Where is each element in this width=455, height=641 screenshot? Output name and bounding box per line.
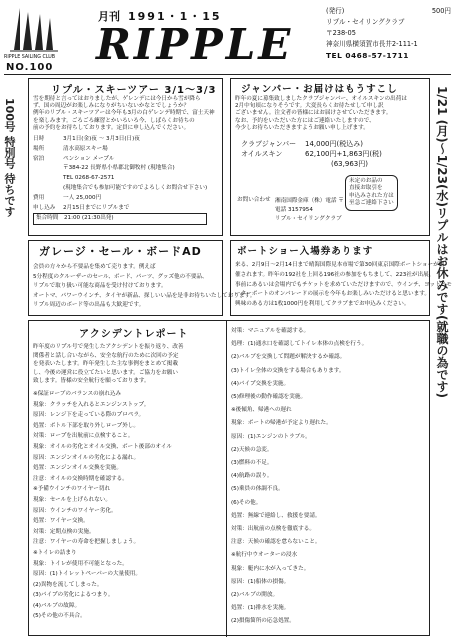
issue-number: NO.100 [6, 62, 54, 73]
jumper-contact-label: お問い合わせ [237, 197, 271, 203]
accident-incidents-left: ※保証ローブのバランスの崩れ込み 現象：クラッチを入れるとエンジンストップ。 原因：レンジ下を走っている際のプロペラ。 処置：ボトル下部を取り外しロープ外し。 対策：ロープを出航前に点検すること。 現象：オイルの劣化とオイル交換、ボート後部のオイル 原因：エンジンオイルの劣化による漏れ。 処置：エンジンオイル交換を実施。 注意：オイルの交換時期を確認する。 ※予備ウインチのワイヤー切れ 現象：セールを上げられない。 原因：ウインチのワイヤー劣化。 処置：ワイヤー交換。 対策：定期点検の実施。 注意：ワイヤーの寿命を把握しましょう。 ※トイレの詰まり 現象：トイレが使用不可能となった。 原因：(1)トイレットペーパーの大量使用。 (2)異物を流してしまった。 (3)パイプの劣化によるつまり。 (4)バルブの故障。 (5)その他の不具合。 [33, 391, 173, 620]
masthead-frequency: 月刊 [98, 10, 120, 23]
ski-tour-title: リプル・スキーツアー 3/1〜3/3 [51, 85, 217, 96]
masthead-title: RIPPLE [96, 20, 294, 69]
sailboat-logo-icon [6, 4, 60, 54]
publisher-block [326, 6, 451, 61]
address: 神奈川県横須賀市長井2-111-1 [326, 40, 418, 48]
jumper-section [230, 78, 430, 236]
jumper-note-box: 未定のお品の 直接お取引を 申込みされた方は 至急ご連絡下さい [345, 175, 398, 211]
boat-show-body: 来る、2月9日〜2月14日まで晴海国際見本市場で第30回東京国際ボートショーが開 催されます。昨年の192社を上回る196社の参加をもちまして、223社が出展、 事前にあるいは会場内でもチケットを求めていただけますので、ウインチ、ヨットとモ ーターボートのオンパレードの展示を今年もお楽しみいただけると思います。 興味のある方は1枚1000円を利用してクラブまでお申込みください。 [235, 262, 452, 308]
masthead-rule [4, 74, 451, 75]
accident-report-section [28, 320, 430, 636]
right-margin-note: 1/21 (月)〜1/23(水)リプルはお休みです(就職の為です) [435, 86, 449, 398]
boat-show-section [230, 240, 452, 316]
price: 500円 [431, 7, 451, 15]
publisher-label: (発行) [326, 7, 345, 15]
jumper-contact: 湘南国際金庫（株）電話 〒 電話 3157954 リプル・セイリングクラブ [275, 198, 344, 222]
logo-caption: RIPPLE SAILING CLUB [4, 55, 56, 60]
garage-sale-title: ガレージ・セール・ボードAD [39, 245, 202, 258]
boat-show-title: ボートショー入場券あります [237, 246, 374, 257]
jumper-title: ジャンパー・お届けはもうすこし [241, 84, 398, 95]
club-name: リプル・セイリングクラブ [326, 18, 405, 26]
club-logo [6, 4, 60, 58]
ski-tour-section [28, 78, 223, 236]
jumper-body: 昨年の夏に募集致しましたクラブジャンパー、オイルスキンの出荷は 2月中旬頃になりそうです。大変長らくお待たせして申し訳 ございません。注文者の皆様にはお届けさせていただきます。 なお、予約をいただいた方にはご連絡いたしますので、 今少しお待ちいただきますようお願い申し上げます。 [235, 96, 407, 131]
ski-tour-intro: 雪を期待と言ってはおりましたが、ゲレンデには今日から雪が降ら ず、国の周辺がお楽しみになりがちいないかなとでしょうか？ 例年のリプル・スキーツアーは今年も3月の白ゲレンデ時期で、富士天神 を楽しみます。ごろごろ練習とかいろいろ今、しばらくお待ちの 前の予約をお待ちしております。定員に申し込んでください。 [33, 96, 215, 131]
jumper-prices: クラブジャンパー 14,000円(税込み) オイルスキン 62,100円+1,863円(税) (63,963円) [241, 140, 382, 168]
accident-incidents-right: 対策：マニュアルを確認する。 処理：(1)通水口を確認してトイレ本体の点検を行う。 (2)バルブを交換して問題が解決するか確認。 (3)トイレ全体の交換をする場合もあります。 (4)パイプ交換を実施。 (5)修理後の動作確認を実施。 ※後傾角、帰港への遅れ 現象：ボートの帰港が予定より遅れた。 原因：(1)エンジンのトラブル。 (2)天候の急変。 (3)燃料の不足。 (4)航路の誤り。 (5)乗員の体調不良。 (6)その他。 処置：無線で連絡し、救援を要請。 対策：出航前の点検を徹底する。 注意：天候の確認を怠らないこと。 ※航行中ウオーターの浸水 現象：艇内に水が入ってきた。 原因：(1)船体の損傷。 (2)バルブの開放。 処置：(1)排水を実施。 (2)損傷箇所の応急処置。 [231, 328, 368, 625]
ski-tour-details: 日時 3月1日(金)夜 〜 3月3日(日)夜 場所 清水高原スキー場 宿泊 ペンション メープル 〒384-22 長野県小県郡北御牧村 (現地集合) TEL 0268-67-2571 (現地集合でも参加可能ですのでよろしくお問合せ下さい) 費用 一人 25,000円 申し込み 2月15日までにリプルまで 集合時間 21:00 (21:30出発) [33, 135, 207, 225]
column-divider [226, 321, 227, 637]
accident-intro: 昨年度のリプル号で発生したアクシデントを振り返り、改善 関係者と話し合いながら、安全な航行のために次回の予定 を発表いたします。昨年発生した主な事例をまとめて掲載 し、今後の運営に役立てたいと思います。ご協力をお願い 致します。皆様の安全航行を願っております。 [33, 344, 184, 385]
masthead-date: 1991・1・15 [128, 10, 222, 23]
garage-sale-body: 会員の方々から不要品を集めて売ります。例えば 5分程度のクルーザーのセール、ボード、パーツ、グッズ他の不要品、 リプルで取り扱い可能な商品を受け付けております。 オートマ、パワーウインチ、タイヤが新品、探しいい品を是非お待ちいたしております。 リプル周辺のボード等の出品も大歓迎です。 [33, 264, 256, 309]
postal-code: 〒238-05 [326, 29, 356, 37]
left-margin-note: 100号 特別号 待ちです [3, 98, 16, 217]
garage-sale-section [28, 240, 256, 316]
telephone: TEL 0468-57-1711 [326, 51, 409, 60]
accident-report-title: アクシデントレポート [79, 329, 189, 340]
